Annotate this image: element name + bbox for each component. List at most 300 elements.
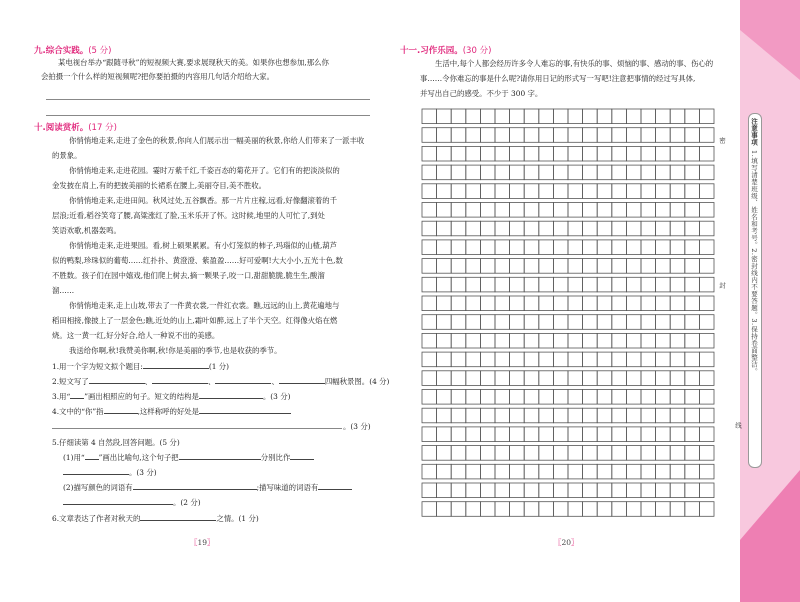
grid-cell[interactable] — [670, 333, 685, 348]
blank[interactable] — [179, 451, 261, 460]
grid-cell[interactable] — [612, 165, 627, 180]
grid-cell[interactable] — [641, 240, 656, 255]
grid-cell[interactable] — [480, 296, 495, 311]
grid-cell[interactable] — [524, 296, 539, 311]
grid-cell[interactable] — [451, 296, 466, 311]
grid-cell[interactable] — [495, 240, 510, 255]
grid-cell[interactable] — [510, 296, 525, 311]
grid-cell[interactable] — [539, 464, 554, 479]
grid-cell[interactable] — [553, 464, 568, 479]
grid-cell[interactable] — [510, 352, 525, 367]
grid-cell[interactable] — [656, 296, 671, 311]
grid-cell[interactable] — [451, 446, 466, 461]
grid-cell[interactable] — [422, 390, 437, 405]
grid-cell[interactable] — [612, 315, 627, 330]
grid-cell[interactable] — [597, 464, 612, 479]
grid-cell[interactable] — [437, 333, 452, 348]
grid-cell[interactable] — [583, 483, 598, 498]
grid-cell[interactable] — [466, 109, 481, 124]
grid-cell[interactable] — [583, 128, 598, 143]
grid-cell[interactable] — [641, 371, 656, 386]
grid-cell[interactable] — [685, 352, 700, 367]
grid-cell[interactable] — [480, 408, 495, 423]
grid-cell[interactable] — [524, 427, 539, 442]
grid-cell[interactable] — [510, 165, 525, 180]
grid-cell[interactable] — [510, 315, 525, 330]
grid-cell[interactable] — [510, 221, 525, 236]
grid-cell[interactable] — [685, 128, 700, 143]
grid-cell[interactable] — [670, 146, 685, 161]
grid-cell[interactable] — [539, 128, 554, 143]
grid-cell[interactable] — [612, 203, 627, 218]
grid-cell[interactable] — [437, 464, 452, 479]
grid-cell[interactable] — [480, 446, 495, 461]
grid-cell[interactable] — [626, 446, 641, 461]
grid-cell[interactable] — [539, 333, 554, 348]
grid-cell[interactable] — [597, 221, 612, 236]
grid-cell[interactable] — [495, 464, 510, 479]
grid-cell[interactable] — [451, 315, 466, 330]
grid-cell[interactable] — [656, 502, 671, 517]
blank[interactable] — [63, 496, 173, 505]
grid-cell[interactable] — [670, 128, 685, 143]
grid-cell[interactable] — [553, 427, 568, 442]
grid-cell[interactable] — [495, 390, 510, 405]
grid-cell[interactable] — [656, 128, 671, 143]
grid-cell[interactable] — [685, 390, 700, 405]
grid-cell[interactable] — [539, 390, 554, 405]
grid-cell[interactable] — [670, 427, 685, 442]
grid-cell[interactable] — [510, 333, 525, 348]
grid-cell[interactable] — [524, 464, 539, 479]
grid-cell[interactable] — [626, 390, 641, 405]
grid-cell[interactable] — [553, 502, 568, 517]
grid-cell[interactable] — [626, 184, 641, 199]
grid-cell[interactable] — [685, 371, 700, 386]
grid-cell[interactable] — [524, 240, 539, 255]
grid-cell[interactable] — [437, 408, 452, 423]
grid-cell[interactable] — [495, 315, 510, 330]
grid-cell[interactable] — [510, 427, 525, 442]
grid-cell[interactable] — [699, 221, 714, 236]
grid-cell[interactable] — [422, 109, 437, 124]
grid-cell[interactable] — [495, 296, 510, 311]
grid-cell[interactable] — [641, 315, 656, 330]
grid-cell[interactable] — [539, 277, 554, 292]
grid-cell[interactable] — [510, 128, 525, 143]
grid-cell[interactable] — [466, 165, 481, 180]
grid-cell[interactable] — [685, 184, 700, 199]
grid-cell[interactable] — [699, 240, 714, 255]
grid-cell[interactable] — [583, 109, 598, 124]
grid-cell[interactable] — [524, 146, 539, 161]
grid-cell[interactable] — [612, 390, 627, 405]
grid-cell[interactable] — [466, 446, 481, 461]
grid-cell[interactable] — [553, 203, 568, 218]
answer-line[interactable] — [52, 428, 342, 429]
grid-cell[interactable] — [583, 277, 598, 292]
grid-cell[interactable] — [568, 371, 583, 386]
grid-cell[interactable] — [583, 427, 598, 442]
grid-cell[interactable] — [451, 109, 466, 124]
grid-cell[interactable] — [641, 333, 656, 348]
grid-cell[interactable] — [568, 483, 583, 498]
grid-cell[interactable] — [422, 259, 437, 274]
grid-cell[interactable] — [597, 390, 612, 405]
grid-cell[interactable] — [466, 146, 481, 161]
grid-cell[interactable] — [451, 221, 466, 236]
grid-cell[interactable] — [495, 146, 510, 161]
grid-cell[interactable] — [451, 165, 466, 180]
grid-cell[interactable] — [612, 446, 627, 461]
grid-cell[interactable] — [437, 390, 452, 405]
grid-cell[interactable] — [437, 315, 452, 330]
grid-cell[interactable] — [451, 483, 466, 498]
grid-cell[interactable] — [670, 371, 685, 386]
grid-cell[interactable] — [553, 315, 568, 330]
grid-cell[interactable] — [466, 221, 481, 236]
grid-cell[interactable] — [451, 146, 466, 161]
grid-cell[interactable] — [422, 146, 437, 161]
grid-cell[interactable] — [466, 296, 481, 311]
grid-cell[interactable] — [685, 259, 700, 274]
grid-cell[interactable] — [568, 502, 583, 517]
grid-cell[interactable] — [553, 221, 568, 236]
grid-cell[interactable] — [641, 502, 656, 517]
grid-cell[interactable] — [422, 408, 437, 423]
grid-cell[interactable] — [510, 502, 525, 517]
grid-cell[interactable] — [568, 240, 583, 255]
grid-cell[interactable] — [612, 502, 627, 517]
grid-cell[interactable] — [626, 128, 641, 143]
blank[interactable] — [215, 375, 271, 384]
grid-cell[interactable] — [495, 446, 510, 461]
grid-cell[interactable] — [466, 240, 481, 255]
blank[interactable] — [104, 405, 138, 414]
grid-cell[interactable] — [495, 203, 510, 218]
grid-cell[interactable] — [656, 240, 671, 255]
blank[interactable] — [318, 481, 352, 490]
grid-cell[interactable] — [422, 315, 437, 330]
grid-cell[interactable] — [437, 165, 452, 180]
grid-cell[interactable] — [656, 277, 671, 292]
grid-cell[interactable] — [626, 240, 641, 255]
grid-cell[interactable] — [699, 146, 714, 161]
grid-cell[interactable] — [568, 315, 583, 330]
grid-cell[interactable] — [670, 296, 685, 311]
grid-cell[interactable] — [670, 277, 685, 292]
grid-cell[interactable] — [699, 315, 714, 330]
grid-cell[interactable] — [568, 296, 583, 311]
grid-cell[interactable] — [597, 165, 612, 180]
grid-cell[interactable] — [466, 371, 481, 386]
grid-cell[interactable] — [612, 277, 627, 292]
grid-cell[interactable] — [495, 259, 510, 274]
grid-cell[interactable] — [437, 221, 452, 236]
grid-cell[interactable] — [670, 240, 685, 255]
grid-cell[interactable] — [422, 240, 437, 255]
grid-cell[interactable] — [699, 464, 714, 479]
grid-cell[interactable] — [422, 427, 437, 442]
grid-cell[interactable] — [466, 483, 481, 498]
grid-cell[interactable] — [670, 221, 685, 236]
grid-cell[interactable] — [685, 296, 700, 311]
grid-cell[interactable] — [597, 371, 612, 386]
grid-cell[interactable] — [626, 408, 641, 423]
grid-cell[interactable] — [612, 240, 627, 255]
grid-cell[interactable] — [539, 146, 554, 161]
grid-cell[interactable] — [699, 483, 714, 498]
grid-cell[interactable] — [466, 427, 481, 442]
grid-cell[interactable] — [656, 464, 671, 479]
grid-cell[interactable] — [510, 464, 525, 479]
grid-cell[interactable] — [612, 352, 627, 367]
grid-cell[interactable] — [553, 128, 568, 143]
grid-cell[interactable] — [597, 259, 612, 274]
grid-cell[interactable] — [656, 203, 671, 218]
grid-cell[interactable] — [656, 371, 671, 386]
grid-cell[interactable] — [656, 221, 671, 236]
grid-cell[interactable] — [626, 483, 641, 498]
grid-cell[interactable] — [510, 146, 525, 161]
grid-cell[interactable] — [685, 502, 700, 517]
grid-cell[interactable] — [495, 427, 510, 442]
grid-cell[interactable] — [583, 315, 598, 330]
grid-cell[interactable] — [466, 259, 481, 274]
grid-cell[interactable] — [699, 390, 714, 405]
grid-cell[interactable] — [480, 277, 495, 292]
grid-cell[interactable] — [524, 128, 539, 143]
grid-cell[interactable] — [510, 277, 525, 292]
grid-cell[interactable] — [612, 146, 627, 161]
grid-cell[interactable] — [437, 446, 452, 461]
grid-cell[interactable] — [553, 390, 568, 405]
grid-cell[interactable] — [670, 352, 685, 367]
grid-cell[interactable] — [699, 408, 714, 423]
grid-cell[interactable] — [685, 315, 700, 330]
grid-cell[interactable] — [568, 184, 583, 199]
grid-cell[interactable] — [568, 165, 583, 180]
grid-cell[interactable] — [626, 277, 641, 292]
grid-cell[interactable] — [553, 259, 568, 274]
grid-cell[interactable] — [699, 259, 714, 274]
grid-cell[interactable] — [553, 371, 568, 386]
grid-cell[interactable] — [524, 184, 539, 199]
answer-line[interactable] — [46, 115, 370, 116]
grid-cell[interactable] — [656, 109, 671, 124]
grid-cell[interactable] — [422, 333, 437, 348]
grid-cell[interactable] — [641, 427, 656, 442]
grid-cell[interactable] — [583, 390, 598, 405]
grid-cell[interactable] — [480, 184, 495, 199]
grid-cell[interactable] — [612, 464, 627, 479]
grid-cell[interactable] — [422, 296, 437, 311]
grid-cell[interactable] — [583, 203, 598, 218]
grid-cell[interactable] — [495, 502, 510, 517]
blank[interactable] — [140, 512, 216, 521]
grid-cell[interactable] — [568, 109, 583, 124]
grid-cell[interactable] — [451, 128, 466, 143]
grid-cell[interactable] — [656, 333, 671, 348]
grid-cell[interactable] — [466, 277, 481, 292]
grid-cell[interactable] — [699, 352, 714, 367]
grid-cell[interactable] — [612, 333, 627, 348]
grid-cell[interactable] — [612, 408, 627, 423]
grid-cell[interactable] — [495, 221, 510, 236]
grid-cell[interactable] — [670, 408, 685, 423]
grid-cell[interactable] — [597, 483, 612, 498]
grid-cell[interactable] — [524, 109, 539, 124]
grid-cell[interactable] — [495, 408, 510, 423]
grid-cell[interactable] — [583, 333, 598, 348]
grid-cell[interactable] — [495, 277, 510, 292]
grid-cell[interactable] — [524, 390, 539, 405]
grid-cell[interactable] — [670, 502, 685, 517]
grid-cell[interactable] — [510, 483, 525, 498]
grid-cell[interactable] — [685, 203, 700, 218]
grid-cell[interactable] — [524, 371, 539, 386]
grid-cell[interactable] — [495, 109, 510, 124]
grid-cell[interactable] — [480, 203, 495, 218]
grid-cell[interactable] — [597, 109, 612, 124]
grid-cell[interactable] — [510, 446, 525, 461]
grid-cell[interactable] — [466, 184, 481, 199]
grid-cell[interactable] — [656, 390, 671, 405]
grid-cell[interactable] — [568, 277, 583, 292]
grid-cell[interactable] — [656, 446, 671, 461]
grid-cell[interactable] — [656, 146, 671, 161]
grid-cell[interactable] — [539, 315, 554, 330]
grid-cell[interactable] — [524, 483, 539, 498]
grid-cell[interactable] — [583, 352, 598, 367]
grid-cell[interactable] — [641, 352, 656, 367]
grid-cell[interactable] — [612, 128, 627, 143]
grid-cell[interactable] — [437, 240, 452, 255]
grid-cell[interactable] — [583, 408, 598, 423]
grid-cell[interactable] — [583, 259, 598, 274]
grid-cell[interactable] — [480, 109, 495, 124]
grid-cell[interactable] — [670, 203, 685, 218]
grid-cell[interactable] — [451, 184, 466, 199]
grid-cell[interactable] — [437, 427, 452, 442]
grid-cell[interactable] — [656, 184, 671, 199]
grid-cell[interactable] — [656, 408, 671, 423]
answer-line[interactable] — [46, 99, 370, 100]
grid-cell[interactable] — [553, 352, 568, 367]
grid-cell[interactable] — [422, 483, 437, 498]
grid-cell[interactable] — [656, 259, 671, 274]
grid-cell[interactable] — [451, 464, 466, 479]
grid-cell[interactable] — [422, 128, 437, 143]
grid-cell[interactable] — [626, 427, 641, 442]
grid-cell[interactable] — [480, 390, 495, 405]
grid-cell[interactable] — [422, 352, 437, 367]
grid-cell[interactable] — [539, 483, 554, 498]
grid-cell[interactable] — [641, 464, 656, 479]
grid-cell[interactable] — [466, 128, 481, 143]
blank[interactable] — [89, 375, 145, 384]
grid-cell[interactable] — [510, 259, 525, 274]
grid-cell[interactable] — [597, 408, 612, 423]
grid-cell[interactable] — [641, 109, 656, 124]
grid-cell[interactable] — [670, 165, 685, 180]
grid-cell[interactable] — [612, 483, 627, 498]
grid-cell[interactable] — [510, 408, 525, 423]
grid-cell[interactable] — [495, 128, 510, 143]
grid-cell[interactable] — [568, 408, 583, 423]
grid-cell[interactable] — [437, 371, 452, 386]
grid-cell[interactable] — [583, 502, 598, 517]
grid-cell[interactable] — [539, 446, 554, 461]
grid-cell[interactable] — [510, 240, 525, 255]
grid-cell[interactable] — [568, 464, 583, 479]
grid-cell[interactable] — [685, 277, 700, 292]
grid-cell[interactable] — [597, 203, 612, 218]
blank[interactable] — [152, 375, 208, 384]
grid-cell[interactable] — [612, 259, 627, 274]
grid-cell[interactable] — [583, 146, 598, 161]
grid-cell[interactable] — [524, 203, 539, 218]
grid-cell[interactable] — [685, 165, 700, 180]
grid-cell[interactable] — [641, 296, 656, 311]
grid-cell[interactable] — [437, 184, 452, 199]
grid-cell[interactable] — [699, 502, 714, 517]
grid-cell[interactable] — [451, 502, 466, 517]
grid-cell[interactable] — [685, 221, 700, 236]
grid-cell[interactable] — [524, 315, 539, 330]
grid-cell[interactable] — [626, 352, 641, 367]
grid-cell[interactable] — [685, 146, 700, 161]
grid-cell[interactable] — [553, 483, 568, 498]
grid-cell[interactable] — [597, 240, 612, 255]
grid-cell[interactable] — [656, 483, 671, 498]
grid-cell[interactable] — [626, 259, 641, 274]
grid-cell[interactable] — [597, 296, 612, 311]
grid-cell[interactable] — [699, 128, 714, 143]
grid-cell[interactable] — [451, 390, 466, 405]
grid-cell[interactable] — [451, 240, 466, 255]
grid-cell[interactable] — [480, 315, 495, 330]
grid-cell[interactable] — [656, 427, 671, 442]
grid-cell[interactable] — [466, 502, 481, 517]
grid-cell[interactable] — [685, 464, 700, 479]
grid-cell[interactable] — [699, 277, 714, 292]
grid-cell[interactable] — [422, 277, 437, 292]
grid-cell[interactable] — [524, 408, 539, 423]
composition-grid[interactable] — [419, 107, 736, 517]
grid-cell[interactable] — [422, 446, 437, 461]
grid-cell[interactable] — [583, 240, 598, 255]
grid-cell[interactable] — [510, 371, 525, 386]
grid-cell[interactable] — [641, 128, 656, 143]
grid-cell[interactable] — [553, 333, 568, 348]
grid-cell[interactable] — [539, 427, 554, 442]
grid-cell[interactable] — [422, 203, 437, 218]
blank[interactable] — [199, 390, 263, 399]
grid-cell[interactable] — [480, 502, 495, 517]
grid-cell[interactable] — [568, 333, 583, 348]
grid-cell[interactable] — [451, 371, 466, 386]
grid-cell[interactable] — [553, 446, 568, 461]
grid-cell[interactable] — [641, 184, 656, 199]
grid-cell[interactable] — [524, 352, 539, 367]
grid-cell[interactable] — [670, 390, 685, 405]
grid-cell[interactable] — [568, 446, 583, 461]
blank[interactable] — [290, 451, 314, 460]
grid-cell[interactable] — [422, 502, 437, 517]
grid-cell[interactable] — [466, 315, 481, 330]
grid-cell[interactable] — [699, 446, 714, 461]
